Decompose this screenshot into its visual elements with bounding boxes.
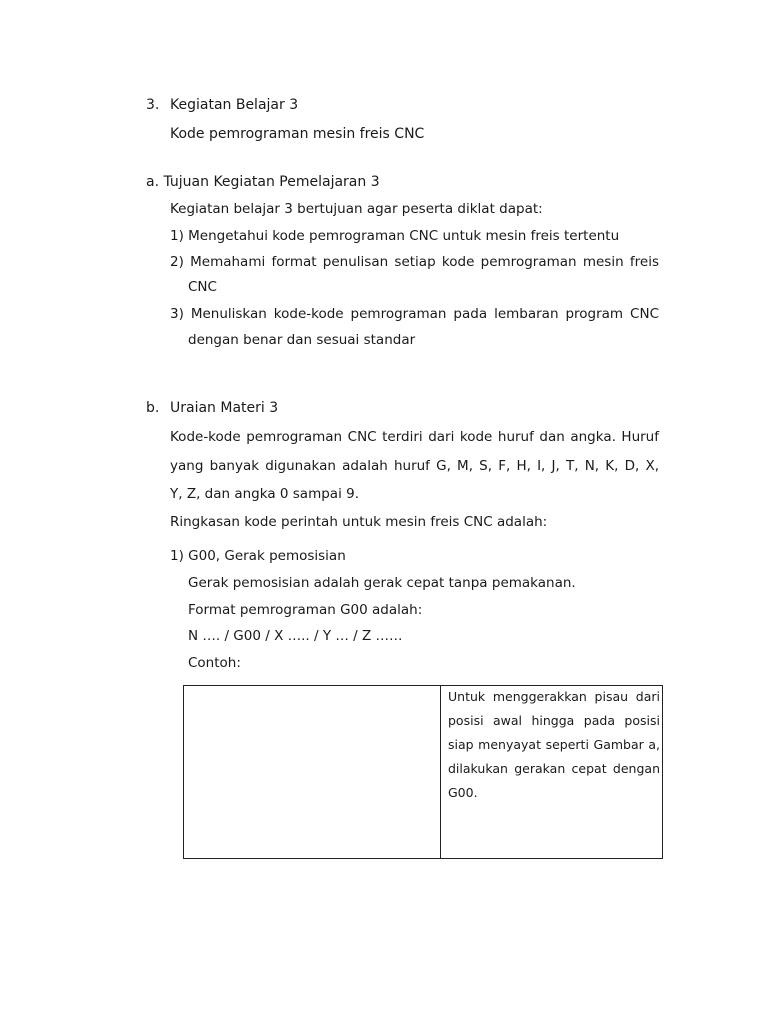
section-b-heading: Uraian Materi 3 — [170, 400, 279, 416]
section-3-title: Kegiatan Belajar 3 — [170, 97, 299, 113]
section-a-intro: Kegiatan belajar 3 bertujuan agar peserta diklat dapat: — [170, 201, 543, 217]
g00-format-label: Format pemrograman G00 adalah: — [188, 602, 423, 618]
objective-item-continuation: CNC — [188, 279, 217, 295]
paragraph-line: Y, Z, dan angka 0 sampai 9. — [170, 486, 359, 502]
table-text-line: posisi awal hingga pada posisi — [448, 713, 660, 728]
g00-example-label: Contoh: — [188, 655, 241, 671]
objective-item: 2) Memahami format penulisan setiap kode pemrograman mesin freis — [170, 254, 659, 270]
g00-title: 1) G00, Gerak pemosisian — [170, 548, 346, 564]
paragraph-line: Ringkasan kode perintah untuk mesin freis CNC adalah: — [170, 514, 548, 530]
table-text-line: Untuk menggerakkan pisau dari — [448, 689, 660, 704]
section-3-subtitle: Kode pemrograman mesin freis CNC — [170, 126, 425, 142]
g00-format: N …. / G00 / X ….. / Y … / Z …… — [188, 628, 403, 644]
section-b-letter: b. — [146, 400, 160, 416]
section-3-number: 3. — [146, 97, 160, 113]
paragraph-line: Kode-kode pemrograman CNC terdiri dari kode huruf dan angka. Huruf — [170, 429, 659, 445]
g00-description: Gerak pemosisian adalah gerak cepat tanpa pemakanan. — [188, 575, 576, 591]
objective-item-continuation: dengan benar dan sesuai standar — [188, 332, 416, 348]
objective-item: 3) Menuliskan kode-kode pemrograman pada lembaran program CNC — [170, 306, 659, 322]
table-text-line: siap menyayat seperti Gambar a, — [448, 737, 660, 752]
table-text-line: dilakukan gerakan cepat dengan — [448, 761, 660, 776]
example-table — [183, 685, 663, 859]
table-divider — [440, 686, 441, 858]
section-a-heading: a. Tujuan Kegiatan Pemelajaran 3 — [146, 174, 380, 190]
objective-item: 1) Mengetahui kode pemrograman CNC untuk mesin freis tertentu — [170, 228, 620, 244]
table-text-line: G00. — [448, 785, 478, 800]
paragraph-line: yang banyak digunakan adalah huruf G, M, S, F, H, I, J, T, N, K, D, X, — [170, 458, 659, 474]
